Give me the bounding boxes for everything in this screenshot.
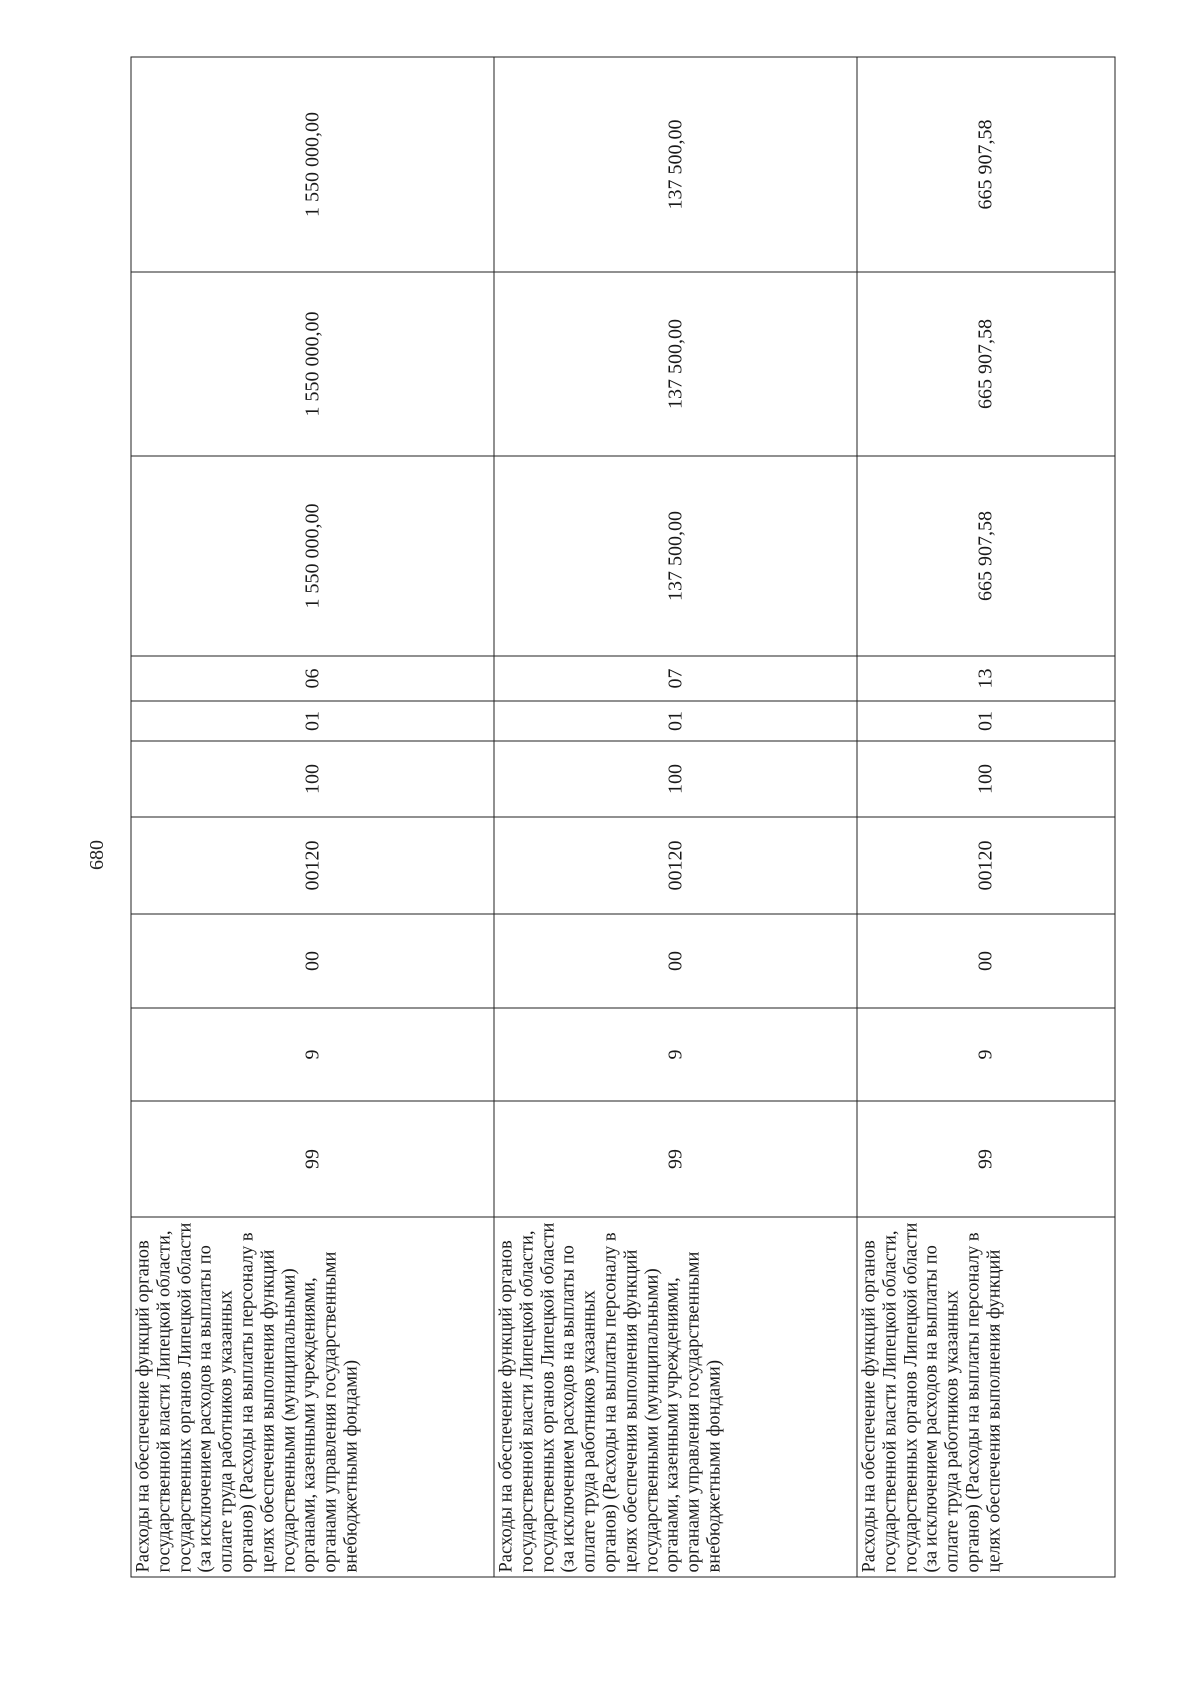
direction-code: 00120 xyxy=(857,817,1115,914)
subprogram-code: 9 xyxy=(494,1008,857,1101)
amount-cell: 1 550 000,00 xyxy=(131,456,494,656)
main-event-code: 00 xyxy=(494,914,857,1008)
expense-description: Расходы на обеспечение функций органов государственной власти Липецкой области, государственных органов Липецкой области (за исключением расходов на выплаты по оплате труда работников указанных органов) (Расходы на выплаты персоналу в целях обеспечения выполнения функций xyxy=(857,1217,1115,1577)
subprogram-code: 9 xyxy=(857,1008,1115,1101)
main-event-code: 00 xyxy=(857,914,1115,1008)
main-event-code: 00 xyxy=(131,914,494,1008)
expense-type-code: 100 xyxy=(131,741,494,817)
section-code: 01 xyxy=(494,701,857,741)
expense-type-code: 100 xyxy=(494,741,857,817)
amount-cell: 665 907,58 xyxy=(857,272,1115,456)
subprogram-code: 9 xyxy=(131,1008,494,1101)
subsection-code: 13 xyxy=(857,656,1115,701)
amount-cell: 137 500,00 xyxy=(494,456,857,656)
direction-code: 00120 xyxy=(131,817,494,914)
budget-table xyxy=(131,57,1116,1578)
program-code: 99 xyxy=(494,1101,857,1217)
amount-cell: 665 907,58 xyxy=(857,57,1115,272)
table-row xyxy=(494,57,857,1577)
rotated-table-frame xyxy=(131,58,1106,1578)
program-code: 99 xyxy=(857,1101,1115,1217)
table-row xyxy=(131,57,494,1577)
page-number: 680 xyxy=(86,840,108,870)
section-code: 01 xyxy=(131,701,494,741)
amount-cell: 1 550 000,00 xyxy=(131,57,494,272)
amount-cell: 1 550 000,00 xyxy=(131,272,494,456)
amount-cell: 137 500,00 xyxy=(494,57,857,272)
program-code: 99 xyxy=(131,1101,494,1217)
table-row xyxy=(857,57,1115,1577)
amount-cell: 665 907,58 xyxy=(857,456,1115,656)
direction-code: 00120 xyxy=(494,817,857,914)
section-code: 01 xyxy=(857,701,1115,741)
amount-cell: 137 500,00 xyxy=(494,272,857,456)
subsection-code: 07 xyxy=(494,656,857,701)
expense-description: Расходы на обеспечение функций органов государственной власти Липецкой области, государственных органов Липецкой области (за исключением расходов на выплаты по оплате труда работников указанных органов) (Расходы на выплаты персоналу в целях обеспечения выполнения функций государственными (муниципальными) органами, казенными учреждениями, органами управления государственными внебюджетными фондами) xyxy=(131,1217,494,1577)
expense-type-code: 100 xyxy=(857,741,1115,817)
subsection-code: 06 xyxy=(131,656,494,701)
expense-description: Расходы на обеспечение функций органов государственной власти Липецкой области, государственных органов Липецкой области (за исключением расходов на выплаты по оплате труда работников указанных органов) (Расходы на выплаты персоналу в целях обеспечения выполнения функций государственными (муниципальными) органами, казенными учреждениями, органами управления государственными внебюджетными фондами) xyxy=(494,1217,857,1577)
